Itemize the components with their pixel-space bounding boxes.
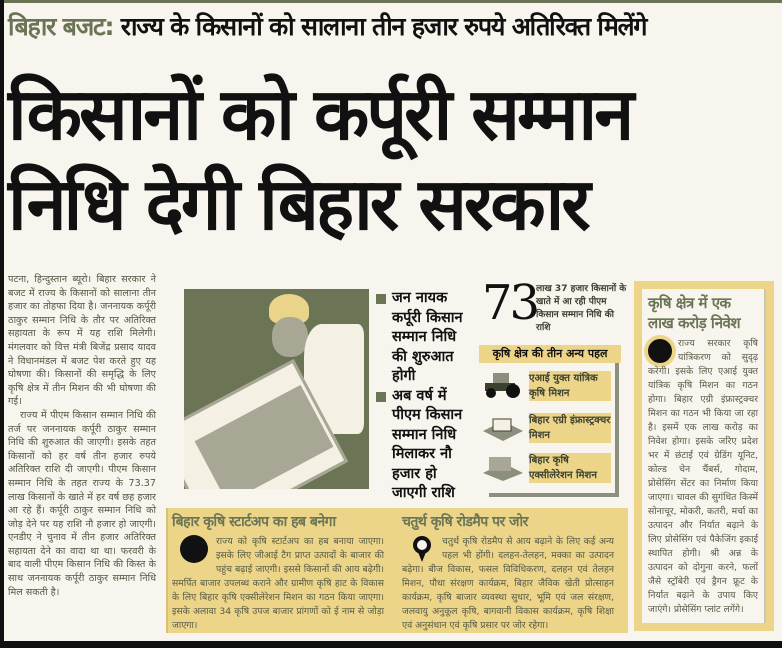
startup-title: बिहार कृषि स्टार्टअप का हब बनेगा bbox=[172, 514, 336, 530]
circle-badge-icon bbox=[648, 339, 672, 363]
initiative-label: बिहार कृषि एक्सीलेरेशन मिशन bbox=[529, 453, 611, 483]
initiative-item bbox=[479, 367, 611, 405]
kicker-highlight: बिहार बजट: bbox=[8, 12, 114, 41]
square-bullet-icon bbox=[376, 392, 386, 402]
initiative-item bbox=[479, 449, 611, 487]
main-story-paragraph: पटना, हिन्दुस्तान ब्यूरो। बिहार सरकार ने बजट में राज्य के किसानों को सालाना तीन हजार का तोहफा दिया है। जननायक कर्पूरी ठाकुर सम्मान निधि के तौर पर अतिरिक्त सहायता के रूप में यह राशि मिलेगी। मंगलवार को वित्त मंत्री बिजेंद्र प्रसाद यादव ने विधानमंडल में बजट पेश करते हुए यह घोषणा की। किसानों की समृद्धि के लिए कृषि क्षेत्र में तीन मिशन की भी घोषणा की गई। bbox=[8, 274, 156, 408]
investment-box bbox=[634, 281, 774, 631]
roadmap-section bbox=[398, 512, 618, 633]
stat-number: 73 bbox=[482, 275, 538, 331]
headline bbox=[8, 69, 778, 249]
newspaper-clipping bbox=[4, 0, 782, 641]
roadmap-title: चतुर्थ कृषि रोडमैप पर जोर bbox=[402, 514, 528, 530]
initiative-item bbox=[479, 409, 611, 447]
stat-callout bbox=[482, 275, 627, 333]
leaf-icon bbox=[180, 535, 208, 563]
roadmap-text: चतुर्थ कृषि रोडमैप से आय बढ़ाने के लिए कई अन्य पहल भी होंगी। दलहन-तेलहन, मक्का का उत्पादन बढ़ेगा। बीज विकास, फसल विविधिकरण, दलहन एवं तेलहन मिशन, पौधा संरक्षण कार्यक्रम, बिहार जैविक खेती प्रोत्साहन कार्यक्रम, कृषि बाजार व्यवस्था सुधार, भूमि एवं जल संरक्षण, जलवायु अनुकूल कृषि, बागवानी विकास कार्यक्रम, कृषि शिक्षा एवं अनुसंधान एवं कृषि प्रसार पर जोर रहेगा। bbox=[402, 536, 614, 631]
highlight-bullets bbox=[376, 289, 476, 504]
face-shape bbox=[272, 317, 308, 357]
bullet-item bbox=[376, 289, 476, 387]
startup-section bbox=[168, 512, 388, 633]
headline-line-1: किसानों को कर्पूरी सम्मान bbox=[8, 72, 632, 156]
bullet-text: जन नायक कर्पूरी किसान सम्मान निधि की शुरुआत होगी bbox=[392, 290, 463, 384]
investment-text: राज्य सरकार कृषि यांत्रिकरण को सुदृढ़ करेगी। इसके लिए एआई युक्त यांत्रिक कृषि मिशन का गठन होगा। बिहार एग्री इंफ्रास्ट्रक्चर मिशन का गठन भी किया जा रहा है। इसमें एक लाख करोड़ का निवेश होगा। इसके जरिए प्रदेश भर में छंटाई एवं ग्रेडिंग यूनिट, कोल्ड चेन चैंबर्स, गोदाम, प्रोसेसिंग सेंटर का निर्माण किया जाएगा। चावल की सुगंधित किस्में सोनाचूर, मोकरी, कतरी, मर्चा का उत्पादन और निर्यात बढ़ाने के लिए प्रोसेसिंग एवं पैकेजिंग इकाई स्थापित होगी। श्री अन्न के उत्पादन को दोगुना करने, फलों जैसे स्ट्रॉबेरी एवं ड्रैगन फ्रूट के निर्यात बढ़ाने के उपाय किए जाएंगे। प्रोसेसिंग प्लांट लगेंगे। bbox=[648, 338, 758, 615]
bullet-text: अब वर्ष में पीएम किसान सम्मान निधि मिलाकर नौ हजार हो जाएगी राशि bbox=[392, 387, 463, 501]
headline-line-2: निधि देगी बिहार सरकार bbox=[8, 162, 588, 246]
building-icon bbox=[479, 413, 527, 441]
investment-title: कृषि क्षेत्र में एक लाख करोड़ निवेश bbox=[648, 294, 741, 332]
initiative-label: एआई युक्त यांत्रिक कृषि मिशन bbox=[529, 371, 611, 401]
bullet-item bbox=[376, 387, 476, 504]
startup-text: राज्य को कृषि स्टार्टअप का हब बनाया जाएगा। इसके लिए जीआई टैग प्राप्त उत्पादों के बाजार की पहुंच बढ़ाई जाएगी। इससे किसानों की आय बढ़ेगी। समर्पित बाजार उपलब्ध कराने और ग्रामीण कृषि हाट के विकास के लिए बिहार कृषि एक्सीलेरेशन मिशन का गठन किया जाएगा। इसके अलावा 34 कृषि उपज बाजार प्रांगणों को ई नाम से जोड़ा जाएगा। bbox=[172, 536, 384, 631]
kicker-line bbox=[8, 9, 778, 43]
tractor-icon bbox=[479, 371, 527, 399]
three-initiatives-box bbox=[479, 345, 621, 500]
stat-description: लाख 37 हजार किसानों के खाते में आ रही पीएम किसान सम्मान निधि की राशि bbox=[536, 284, 627, 333]
warehouse-icon bbox=[479, 453, 527, 481]
map-pin-icon bbox=[412, 535, 432, 563]
main-story bbox=[8, 273, 156, 599]
lower-feature-box bbox=[166, 508, 628, 633]
kicker-text: राज्य के किसानों को सालाना तीन हजार रुपये अतिरिक्त मिलेंगे bbox=[113, 12, 647, 41]
farmer-with-money-photo bbox=[184, 289, 369, 489]
initiative-label: बिहार एग्री इंफ्रास्ट्रक्चर मिशन bbox=[529, 415, 611, 441]
square-bullet-icon bbox=[376, 294, 386, 304]
three-initiatives-title: कृषि क्षेत्र की तीन अन्य पहल bbox=[479, 345, 621, 363]
main-story-paragraph: राज्य में पीएम किसान सम्मान निधि की तर्ज पर जननायक कर्पूरी ठाकुर सम्मान निधि की शुरुआत की जाएगी। इसके तहत किसानों को हर वर्ष तीन हजार रुपये अतिरिक्त राशि दी जाएगी। पीएम किसान सम्मान निधि के तहत राज्य के 73.37 लाख किसानों के खाते में हर वर्ष छह हजार आ रहे हैं। कर्पूरी ठाकुर सम्मान निधि को जोड़ देने पर यह राशि नौ हजार हो जाएगी। एनडीए ने चुनाव में तीन हजार अतिरिक्त सहायता देने का वादा था था। फरवरी के बाद वाली पीएम किसान निधि की किस्त के साथ जननायक कर्पूरी ठाकुर सम्मान निधि मिल सकती है। bbox=[8, 409, 156, 598]
